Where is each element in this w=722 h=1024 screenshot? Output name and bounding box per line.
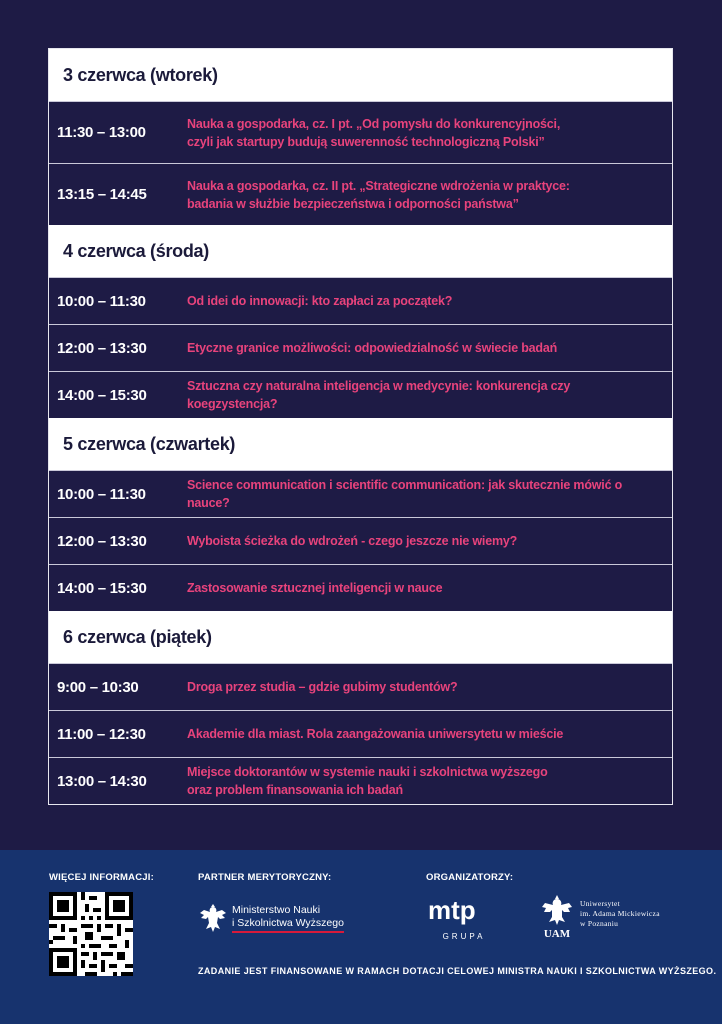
- session-row: [49, 277, 672, 324]
- session-time: 11:00 – 12:30: [57, 725, 146, 743]
- day-header: 4 czerwca (środa): [49, 225, 672, 277]
- session-row: [49, 564, 672, 611]
- session-time: 14:00 – 15:30: [57, 579, 147, 597]
- session-time: 12:00 – 13:30: [57, 532, 147, 550]
- polish-eagle-icon: [198, 901, 228, 935]
- session-title: Miejsce doktorantów w systemie nauki i szkolnictwa wyższego oraz problem finansowania ich badań: [187, 765, 548, 797]
- mtp-logo-icon: [426, 898, 506, 926]
- session-row: [49, 324, 672, 371]
- qr-code-icon: [49, 892, 133, 976]
- funding-note: ZADANIE JEST FINANSOWANE W RAMACH DOTACJI CELOWEJ MINISTRA NAUKI I SZKOLNICTWA WYŻSZEGO.: [198, 966, 717, 976]
- session-title: Nauka a gospodarka, cz. II pt. „Strategiczne wdrożenia w praktyce: badania w służbie bezpieczeństwa i odporności państwa”: [187, 178, 570, 211]
- qr-code[interactable]: [49, 892, 133, 976]
- mtp-logo[interactable]: [426, 898, 506, 941]
- mtp-sub-label: GRUPA: [442, 932, 486, 941]
- session-row: [49, 470, 672, 517]
- ministry-logo[interactable]: [198, 901, 344, 935]
- more-info-label: WIĘCEJ INFORMACJI:: [49, 872, 154, 883]
- session-title: Droga przez studia – gdzie gubimy studentów?: [187, 680, 458, 694]
- schedule-table: [48, 48, 673, 805]
- session-time: 13:00 – 14:30: [57, 772, 147, 790]
- session-row: [49, 710, 672, 757]
- ministry-name: Ministerstwo Nauki i Szkolnictwa Wyższego: [232, 904, 344, 933]
- session-time: 14:00 – 15:30: [57, 386, 147, 404]
- session-row: [49, 663, 672, 710]
- session-row: [49, 517, 672, 564]
- session-time: 12:00 – 13:30: [57, 339, 147, 357]
- day-header: 5 czerwca (czwartek): [49, 418, 672, 470]
- session-title: Nauka a gospodarka, cz. I pt. „Od pomysłu do konkurencyjności, czyli jak startupy budują suwerenność technologiczną Polski”: [187, 116, 561, 149]
- session-row: [49, 101, 672, 163]
- session-title: Zastosowanie sztucznej inteligencji w nauce: [187, 581, 443, 595]
- uam-name: Uniwersytet im. Adama Mickiewicza w Poznaniu: [580, 899, 660, 928]
- mtp-logo-text: mtp: [428, 898, 476, 925]
- session-time: 10:00 – 11:30: [57, 485, 146, 503]
- uam-logo[interactable]: [540, 893, 660, 939]
- session-time: 13:15 – 14:45: [57, 186, 147, 203]
- session-row: [49, 757, 672, 804]
- session-row: [49, 371, 672, 418]
- session-title: Wyboista ścieżka do wdrożeń - czego jeszcze nie wiemy?: [187, 534, 518, 548]
- session-title: Science communication i scientific communication: jak skutecznie mówić o nauce?: [187, 478, 623, 510]
- session-title: Od idei do innowacji: kto zapłaci za początek?: [187, 294, 453, 308]
- session-title: Akademie dla miast. Rola zaangażowania uniwersytetu w mieście: [187, 727, 564, 741]
- session-time: 10:00 – 11:30: [57, 292, 146, 310]
- session-row: [49, 163, 672, 225]
- partner-label: PARTNER MERYTORYCZNY:: [198, 872, 332, 883]
- day-header: 3 czerwca (wtorek): [49, 49, 672, 101]
- session-title: Sztuczna czy naturalna inteligencja w medycynie: konkurencja czy koegzystencja?: [187, 379, 571, 411]
- organizers-label: ORGANIZATORZY:: [426, 872, 514, 883]
- svg-text:UAM: UAM: [543, 928, 571, 939]
- session-title: Etyczne granice możliwości: odpowiedzialność w świecie badań: [187, 341, 558, 355]
- session-time: 9:00 – 10:30: [57, 678, 139, 696]
- uam-crest-icon: [540, 893, 574, 939]
- day-header: 6 czerwca (piątek): [49, 611, 672, 663]
- session-time: 11:30 – 13:00: [57, 124, 146, 141]
